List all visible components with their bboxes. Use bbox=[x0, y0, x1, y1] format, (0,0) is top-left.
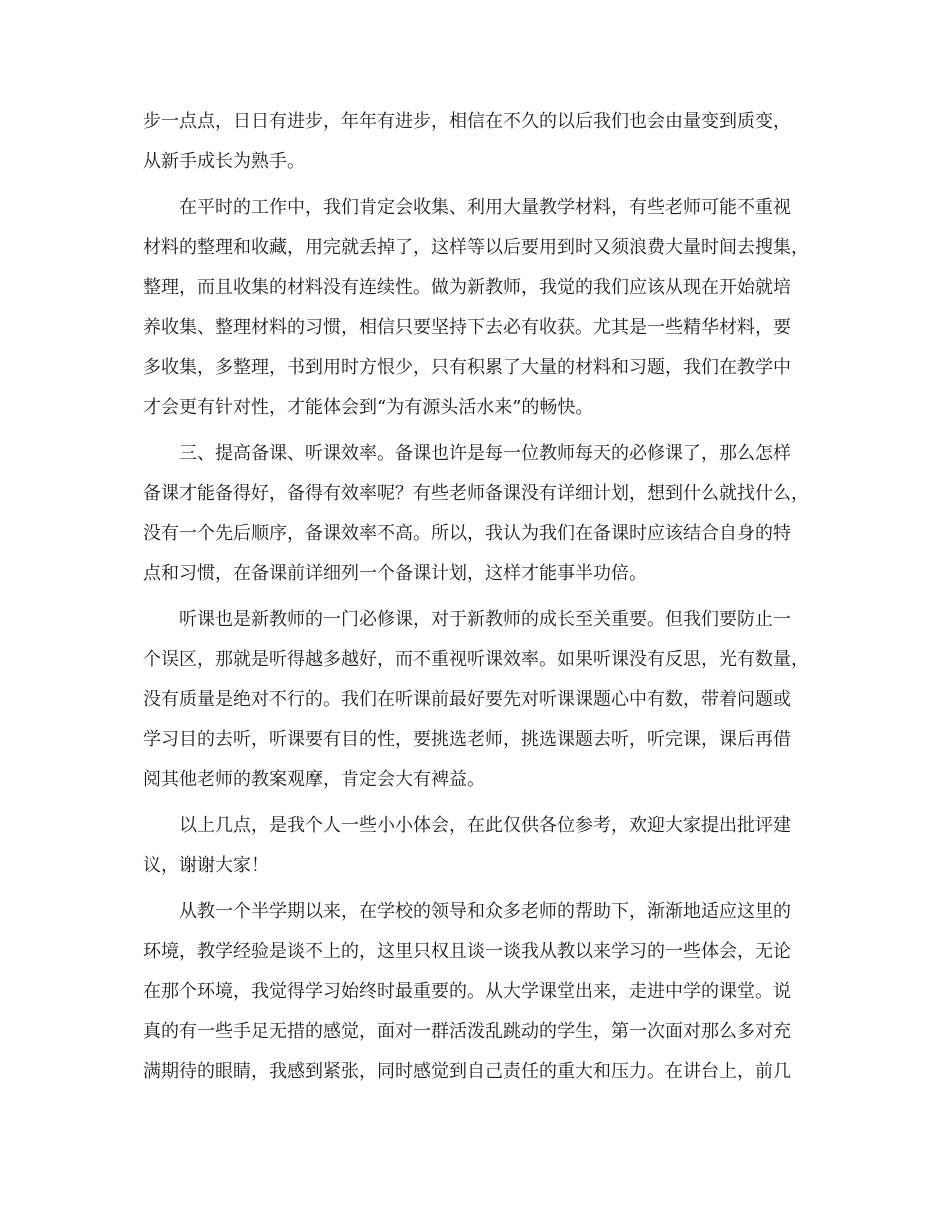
text-line: 在那个环境，我觉得学习始终时最重要的。从大学课堂出来，走进中学的课堂。说 bbox=[143, 981, 791, 1002]
text-line: 以上几点，是我个人一些小小体会，在此仅供各位参考，欢迎大家提出批评建 bbox=[179, 815, 791, 836]
text-line: 三、提高备课、听课效率。备课也许是每一位教师每天的必修课了，那么怎样 bbox=[179, 443, 791, 464]
text-line: 备课才能备得好，备得有效率呢？有些老师备课没有详细计划，想到什么就找什么， bbox=[143, 483, 809, 504]
text-line: 环境，教学经验是谈不上的，这里只权且谈一谈我从教以来学习的一些体会，无论 bbox=[143, 941, 791, 962]
text-line: 个误区，那就是听得越多越好，而不重视听课效率。如果听课没有反思，光有数量， bbox=[143, 649, 809, 670]
text-line: 材料的整理和收藏，用完就丢掉了，这样等以后要用到时又须浪费大量时间去搜集， bbox=[143, 237, 809, 258]
text-line: 步一点点，日日有进步，年年有进步，相信在不久的以后我们也会由量变到质变， bbox=[143, 111, 791, 132]
paragraph-3 bbox=[143, 434, 813, 594]
document-page bbox=[143, 102, 813, 1098]
text-line: 才会更有针对性，才能体会到“为有源头活水来”的畅快。 bbox=[143, 397, 594, 418]
paragraph-1 bbox=[143, 102, 813, 182]
text-line: 阅其他老师的教案观摩，肯定会大有裨益。 bbox=[143, 769, 485, 790]
text-line: 没有质量是绝对不行的。我们在听课前最好要先对听课课题心中有数，带着问题或 bbox=[143, 689, 791, 710]
paragraph-4 bbox=[143, 600, 813, 800]
text-line: 多收集，多整理，书到用时方恨少，只有积累了大量的材料和习题，我们在教学中 bbox=[143, 357, 791, 378]
text-line: 在平时的工作中，我们肯定会收集、利用大量教学材料，有些老师可能不重视 bbox=[179, 197, 791, 218]
paragraph-5 bbox=[143, 806, 813, 886]
text-line: 满期待的眼睛，我感到紧张，同时感觉到自己责任的重大和压力。在讲台上，前几 bbox=[143, 1061, 791, 1082]
text-line: 议，谢谢大家！ bbox=[143, 855, 269, 876]
text-line: 整理，而且收集的材料没有连续性。做为新教师，我觉的我们应该从现在开始就培 bbox=[143, 277, 791, 298]
text-line: 没有一个先后顺序，备课效率不高。所以，我认为我们在备课时应该结合自身的特 bbox=[143, 523, 791, 544]
text-line: 点和习惯，在备课前详细列一个备课计划，这样才能事半功倍。 bbox=[143, 563, 647, 584]
text-line: 养收集、整理材料的习惯，相信只要坚持下去必有收获。尤其是一些精华材料，要 bbox=[143, 317, 791, 338]
text-line: 从教一个半学期以来，在学校的领导和众多老师的帮助下，渐渐地适应这里的 bbox=[179, 901, 791, 922]
text-line: 真的有一些手足无措的感觉，面对一群活泼乱跳动的学生，第一次面对那么多对充 bbox=[143, 1021, 791, 1042]
paragraph-6 bbox=[143, 892, 813, 1092]
text-line: 听课也是新教师的一门必修课，对于新教师的成长至关重要。但我们要防止一 bbox=[179, 609, 791, 630]
text-line: 学习目的去听，听课要有目的性，要挑选老师，挑选课题去听，听完课，课后再借 bbox=[143, 729, 791, 750]
paragraph-2 bbox=[143, 188, 813, 428]
text-line: 从新手成长为熟手。 bbox=[143, 151, 305, 172]
